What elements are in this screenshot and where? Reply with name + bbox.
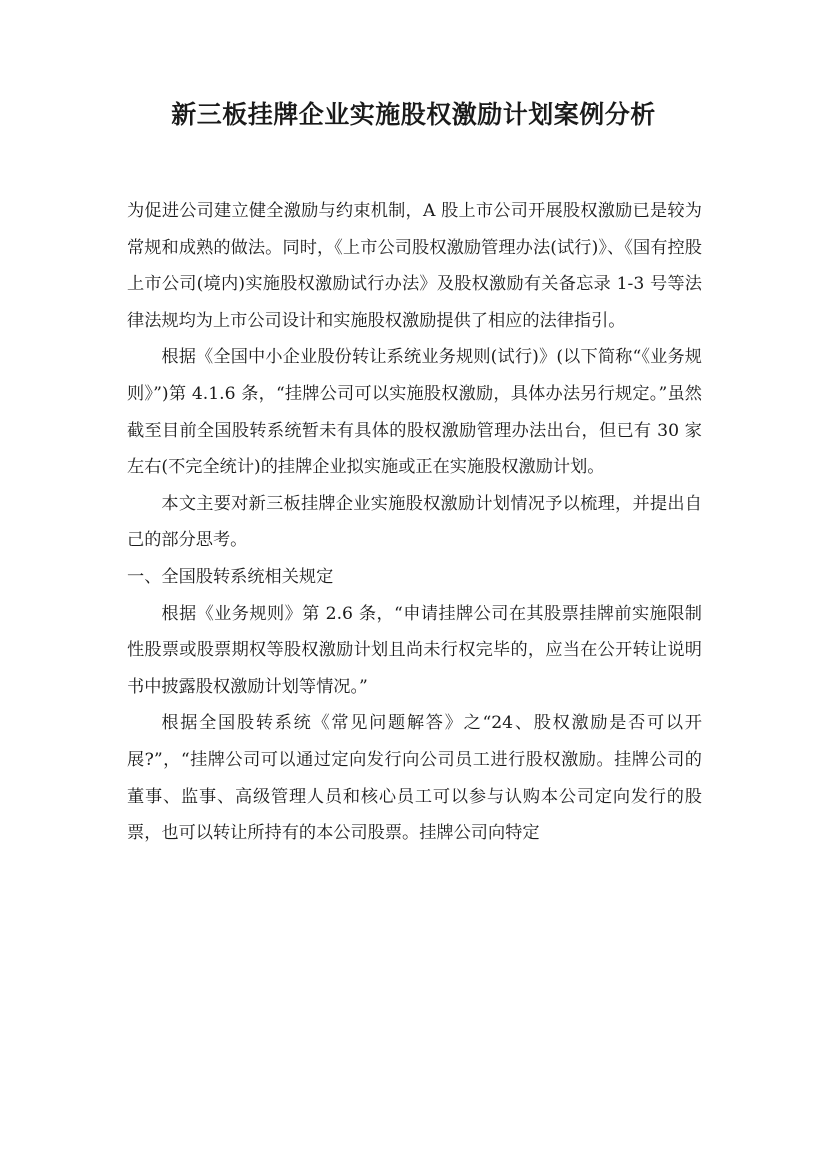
paragraph-intro: 为促进公司建立健全激励与约束机制，A 股上市公司开展股权激励已是较为常规和成熟的做法。同时，《上市公司股权激励管理办法(试行)》、《国有控股上市公司(境内)实施股权激励试行办法》及股权激励有关备忘录 1-3 号等法律法规均为上市公司设计和实施股权激励提供了相应的法律指引。 (127, 201, 702, 331)
section-heading-1: 一、全国股转系统相关规定 (127, 566, 334, 587)
paragraph-business-rules: 根据《全国中小企业股份转让系统业务规则(试行)》(以下简称“《业务规则》”)第 4.1.6 条，“挂牌公司可以实施股权激励，具体办法另行规定。”虽然截至目前全国股转系统暂未有具体的股权激励管理办法出台，但已有 30 家左右(不完全统计)的挂牌企业拟实施或正在实施股权激励计划。 (127, 347, 702, 478)
paragraph-faq-24: 根据全国股转系统《常见问题解答》之“24、股权激励是否可以开展?”，“挂牌公司可以通过定向发行向公司员工进行股权激励。挂牌公司的董事、监事、高级管理人员和核心员工可以参与认购本公司定向发行的股票，也可以转让所持有的本公司股票。挂牌公司向特定 (127, 713, 702, 844)
paragraph-purpose: 本文主要对新三板挂牌企业实施股权激励计划情况予以梳理，并提出自己的部分思考。 (127, 493, 702, 551)
paragraph-rule-2-6: 根据《业务规则》第 2.6 条，“申请挂牌公司在其股票挂牌前实施限制性股票或股票期权等股权激励计划且尚未行权完毕的，应当在公开转让说明书中披露股权激励计划等情况。” (127, 603, 702, 697)
document-body (127, 193, 702, 852)
document-title: 新三板挂牌企业实施股权激励计划案例分析 (171, 100, 656, 129)
